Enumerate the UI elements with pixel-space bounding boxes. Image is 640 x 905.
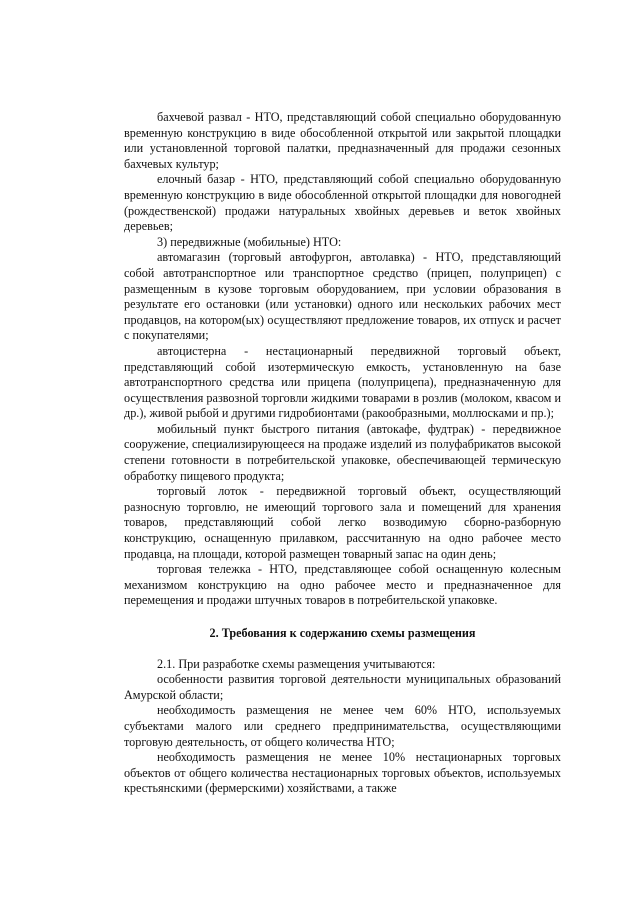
paragraph-elochny-bazar: елочный базар - НТО, представляющий собой специально оборудованную временную конструкцию в виде обособленной открытой площадки для новогодней (рождественской) продажи натуральных хвойных деревьев и веток хвойных деревьев; bbox=[124, 172, 561, 234]
paragraph-torgovaya-telezhka: торговая тележка - НТО, представляющее собой оснащенную колесным механизмом конструкцию на одно рабочее место и предназначенное для перемещения и продажи штучных товаров в потребительской упаковке. bbox=[124, 562, 561, 608]
paragraph-avtomagazin: автомагазин (торговый автофургон, автолавка) - НТО, представляющий собой автотранспортное или транспортное средство (прицеп, полуприцеп) с размещенным в кузове торговым оборудованием, при условии образования в результате его остановки (или установки) одного или нескольких рабочих мест продавцов, на котором(ых) осуществляют предложение товаров, их отпуск и расчет с покупателями; bbox=[124, 250, 561, 343]
document-body bbox=[124, 110, 561, 797]
paragraph-trade-features: особенности развития торговой деятельности муниципальных образований Амурской области; bbox=[124, 672, 561, 702]
paragraph-mobile-nto-intro: 3) передвижные (мобильные) НТО: bbox=[157, 234, 342, 249]
paragraph-farm-requirement: необходимость размещения не менее 10% нестационарных торговых объектов от общего количества нестационарных торговых объектов, используемых крестьянскими (фермерскими) хозяйствами, а также bbox=[124, 750, 561, 796]
paragraph-avtotsisterna: автоцистерна - нестационарный передвижной торговый объект, представляющий собой изотермическую емкость, установленную на базе автотранспортного средства или прицепа (полуприцепа), предназначенную для осуществления развозной торговли жидкими товарами в розлив (молоком, квасом и др.), живой рыбой и другими гидробионтами (ракообразными, моллюсками и пр.); bbox=[124, 343, 561, 421]
section-heading: 2. Требования к содержанию схемы размещения bbox=[209, 626, 476, 640]
paragraph-torgovy-lotok: торговый лоток - передвижной торговый объект, осуществляющий разносную торговлю, не имеющий торгового зала и помещений для хранения товаров, представляющий собой легко возводимую сборно-разборную конструкцию, оснащенную прилавком, рассчитанную на одно рабочее место продавца, на площади, которой размещен товарный запас на один день; bbox=[124, 484, 561, 561]
paragraph-sme-requirement: необходимость размещения не менее чем 60% НТО, используемых субъектами малого или среднего предпринимательства, осуществляющими торговую деятельность, от общего количества НТО; bbox=[124, 703, 561, 749]
paragraph-2-1-intro: 2.1. При разработке схемы размещения учитываются: bbox=[157, 656, 436, 671]
paragraph-bakhchevoy-razval: бахчевой развал - НТО, представляющий собой специально оборудованную временную конструкцию в виде обособленной открытой или закрытой площадки или установленной торговой палатки, предназначенный для продажи сезонных бахчевых культур; bbox=[124, 110, 561, 171]
paragraph-mobile-fast-food: мобильный пункт быстрого питания (автокафе, фудтрак) - передвижное сооружение, специализирующееся на продаже изделий из полуфабрикатов высокой степени готовности в потребительской упаковке, обеспечивающей термическую обработку пищевого продукта; bbox=[124, 421, 561, 483]
